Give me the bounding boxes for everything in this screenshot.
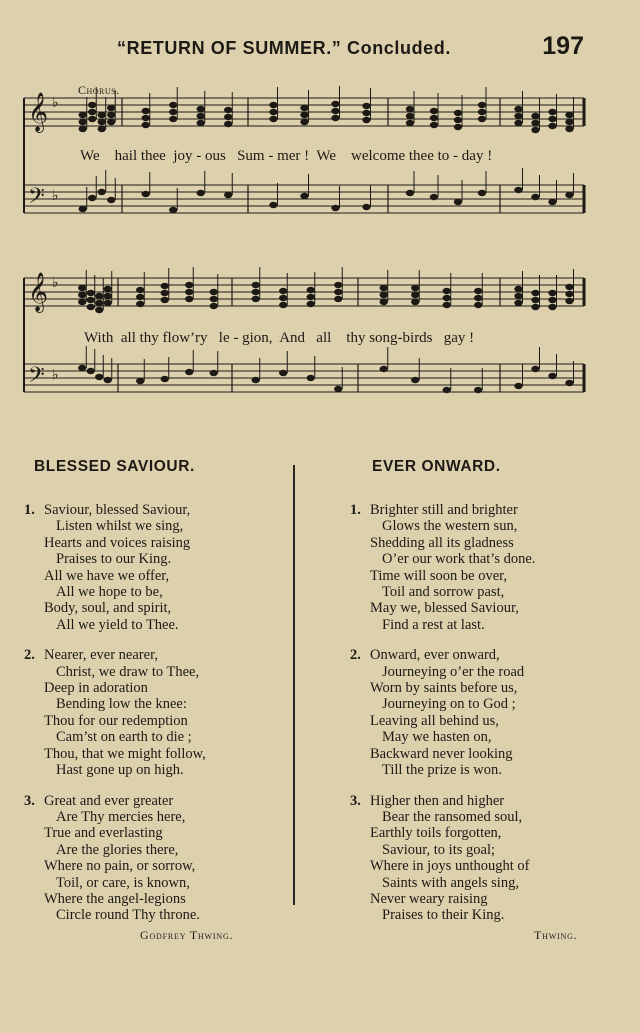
note-head (380, 366, 388, 372)
verse-text: Brighter still and brighter (370, 502, 518, 518)
note-head (104, 300, 112, 306)
verse-line: All we yield to Thee. (56, 616, 179, 633)
note-head (98, 112, 106, 118)
verse-line: Backward never looking (370, 745, 513, 762)
verse-line: Time will soon be over, (370, 567, 508, 584)
note-head (169, 207, 177, 213)
verse-line: Where the angel-legions (44, 890, 186, 907)
running-title: “RETURN OF SUMMER.” Concluded. (117, 38, 451, 58)
note-head (531, 304, 539, 310)
note-head (548, 109, 556, 115)
note-head (514, 286, 522, 292)
note-head (454, 199, 462, 205)
note-head (87, 297, 95, 303)
note-head (185, 289, 193, 295)
verse-line: Glows the western sun, (382, 518, 518, 535)
note-head (107, 119, 115, 125)
stanza-2 (350, 647, 620, 778)
note-head (531, 127, 539, 133)
note-head (331, 108, 339, 114)
note-head (565, 298, 573, 304)
lyrics-line-2: With all thy flow’ry le - gion, And all thy song-birds gay ! (84, 330, 475, 346)
note-head (334, 386, 342, 392)
note-head (107, 112, 115, 118)
note-head (331, 115, 339, 121)
note-head (210, 370, 218, 376)
verse-line: Find a rest at last. (382, 616, 485, 633)
note-head (514, 106, 522, 112)
verse-line (24, 502, 284, 518)
verse-line: Bear the ransomed soul, (382, 808, 523, 825)
note-head (548, 290, 556, 296)
author-credit: Godfrey Thwing. (140, 927, 234, 942)
note-head (79, 119, 87, 125)
verse-line: Toil, or care, is known, (56, 874, 190, 891)
verse-line (24, 647, 284, 663)
note-head (443, 302, 451, 308)
author-credit: Thwing. (534, 927, 578, 942)
page-number: 197 (542, 32, 584, 60)
treble-clef-icon: 𝄞 (28, 92, 49, 132)
stanza-3 (24, 793, 284, 924)
note-head (334, 282, 342, 288)
verse-line: O’er our work that’s done. (382, 551, 536, 568)
verse-line: Where no pain, or sorrow, (44, 858, 196, 875)
note-head (406, 190, 414, 196)
note-head (531, 297, 539, 303)
note-head (98, 119, 106, 125)
note-head (362, 117, 370, 123)
note-head (334, 289, 342, 295)
note-head (331, 101, 339, 107)
note-head (411, 292, 419, 298)
note-head (362, 110, 370, 116)
note-head (474, 295, 482, 301)
verse-line (350, 647, 620, 663)
note-head (279, 295, 287, 301)
note-head (411, 377, 419, 383)
stanza-number: 1. (24, 502, 35, 518)
verse-text: Saviour, blessed Saviour, (44, 502, 191, 518)
verse-line: Shedding all its gladness (370, 534, 514, 551)
note-head (478, 116, 486, 122)
flat-sign-icon: ♭ (52, 188, 59, 204)
note-head (430, 122, 438, 128)
note-head (98, 126, 106, 132)
note-head (514, 113, 522, 119)
note-head (531, 120, 539, 126)
note-head (197, 106, 205, 112)
note-head (454, 117, 462, 123)
note-head (300, 193, 308, 199)
verse-line: Where in joys unthought of (370, 858, 530, 875)
note-head (107, 197, 115, 203)
stanza-number: 2. (350, 647, 361, 664)
note-head (269, 109, 277, 115)
note-head (104, 377, 112, 383)
stanza-number: 3. (24, 792, 35, 809)
note-head (224, 121, 232, 127)
note-head (548, 304, 556, 310)
note-head (136, 287, 144, 293)
note-head (406, 106, 414, 112)
note-head (88, 102, 96, 108)
note-head (87, 368, 95, 374)
bass-clef-icon: 𝄢 (28, 184, 45, 214)
note-head (307, 287, 315, 293)
note-head (279, 370, 287, 376)
note-head (443, 295, 451, 301)
note-head (252, 282, 260, 288)
note-head (161, 297, 169, 303)
note-head (78, 292, 86, 298)
note-head (478, 102, 486, 108)
note-head (98, 189, 106, 195)
note-head (548, 116, 556, 122)
note-head (185, 369, 193, 375)
note-head (443, 288, 451, 294)
note-head (411, 285, 419, 291)
column-divider (293, 465, 295, 905)
stanza-1 (350, 502, 620, 633)
verse-line: Journeying on to God ; (382, 696, 516, 713)
stanza-1 (24, 502, 284, 633)
note-head (300, 112, 308, 118)
note-head (565, 119, 573, 125)
verse-line: Praises to our King. (56, 551, 172, 568)
verse-line (24, 793, 284, 809)
verse-line: Bending low the knee: (56, 696, 187, 713)
score-system-1 (0, 90, 640, 260)
note-head (531, 113, 539, 119)
note-head (79, 206, 87, 212)
note-head (252, 296, 260, 302)
note-head (169, 116, 177, 122)
page-header (0, 32, 640, 68)
note-head (224, 192, 232, 198)
verse-line: Are the glories there, (56, 841, 179, 858)
note-head (430, 115, 438, 121)
note-head (269, 102, 277, 108)
verse-line: Deep in adoration (44, 680, 148, 697)
verse-line: True and everlasting (44, 825, 163, 842)
note-head (224, 114, 232, 120)
note-head (104, 286, 112, 292)
note-head (210, 303, 218, 309)
verse-line (350, 793, 620, 809)
note-head (406, 113, 414, 119)
note-head (169, 109, 177, 115)
note-head (78, 285, 86, 291)
verse-line: Leaving all behind us, (370, 712, 499, 729)
note-head (78, 365, 86, 371)
note-head (548, 199, 556, 205)
note-head (411, 299, 419, 305)
note-head (279, 288, 287, 294)
verse-line: Are Thy mercies here, (56, 808, 186, 825)
note-head (197, 190, 205, 196)
note-head (136, 294, 144, 300)
verse-line: Christ, we draw to Thee, (56, 663, 200, 680)
note-head (565, 126, 573, 132)
verse-line: Never weary raising (370, 890, 488, 907)
note-head (210, 289, 218, 295)
verse-line: Journeying o’er the road (382, 663, 525, 680)
note-head (380, 292, 388, 298)
note-head (95, 300, 103, 306)
note-head (531, 290, 539, 296)
hymn-title: EVER ONWARD. (372, 458, 501, 475)
note-head (142, 108, 150, 114)
note-head (380, 285, 388, 291)
score-system-2 (0, 272, 640, 447)
note-head (454, 110, 462, 116)
hymn-title: BLESSED SAVIOUR. (34, 458, 195, 475)
note-head (88, 195, 96, 201)
note-head (88, 116, 96, 122)
note-head (161, 376, 169, 382)
note-head (478, 109, 486, 115)
note-head (307, 294, 315, 300)
note-head (430, 194, 438, 200)
note-head (107, 105, 115, 111)
note-head (565, 291, 573, 297)
verse-line: Listen whilst we sing, (56, 518, 184, 535)
verse-line: Praises to their King. (382, 907, 505, 924)
note-head (514, 383, 522, 389)
verse-line: Hast gone up on high. (56, 762, 184, 779)
note-head (548, 123, 556, 129)
note-head (79, 126, 87, 132)
note-head (334, 296, 342, 302)
note-head (185, 282, 193, 288)
note-head (514, 120, 522, 126)
note-head (430, 108, 438, 114)
stanza-3 (350, 793, 620, 924)
note-head (331, 205, 339, 211)
note-head (87, 290, 95, 296)
hymn-ever-onward (350, 458, 620, 943)
note-head (136, 378, 144, 384)
verse-line: Worn by saints before us, (370, 680, 518, 697)
note-head (406, 120, 414, 126)
note-head (104, 293, 112, 299)
flat-sign-icon: ♭ (52, 367, 59, 383)
note-head (514, 187, 522, 193)
lyrics-line-1: We hail thee joy - ous Sum - mer ! We welcome thee to - day ! (80, 148, 493, 164)
note-head (142, 191, 150, 197)
note-head (454, 124, 462, 130)
note-head (210, 296, 218, 302)
note-head (307, 375, 315, 381)
note-head (78, 299, 86, 305)
verse-line: Circle round Thy throne. (56, 907, 200, 924)
verse-text: Onward, ever onward, (370, 647, 500, 664)
note-head (474, 288, 482, 294)
note-head (548, 297, 556, 303)
verse-line: Thou, that we might follow, (44, 745, 206, 762)
verse-line: Cam’st on earth to die ; (56, 729, 192, 746)
note-head (252, 289, 260, 295)
note-head (88, 109, 96, 115)
note-head (443, 387, 451, 393)
verse-line: All we hope to be, (56, 584, 163, 601)
stanza-number: 3. (350, 792, 361, 809)
note-head (565, 380, 573, 386)
note-head (514, 300, 522, 306)
verse-line: Saviour, to its goal; (382, 841, 495, 858)
note-head (185, 296, 193, 302)
chorus-label: Chorus. (78, 83, 120, 97)
note-head (197, 113, 205, 119)
note-head (478, 190, 486, 196)
note-head (531, 194, 539, 200)
verse-line (350, 502, 620, 518)
note-head (548, 373, 556, 379)
verse-line: Body, soul, and spirit, (44, 600, 172, 617)
note-head (307, 301, 315, 307)
note-head (269, 202, 277, 208)
verse-line: May we hasten on, (382, 729, 492, 746)
note-head (95, 374, 103, 380)
note-head (380, 299, 388, 305)
note-head (565, 112, 573, 118)
verse-line: Till the prize is won. (382, 762, 502, 779)
note-head (565, 192, 573, 198)
note-head (169, 102, 177, 108)
flat-sign-icon: ♭ (52, 95, 59, 111)
verse-text: Higher then and higher (370, 792, 505, 809)
hymn-blessed-saviour (24, 458, 284, 943)
flat-sign-icon: ♭ (52, 275, 59, 291)
verse-line: All we have we offer, (44, 567, 170, 584)
note-head (474, 302, 482, 308)
verse-line: May we, blessed Saviour, (370, 600, 519, 617)
stanza-number: 1. (350, 502, 361, 518)
note-head (531, 366, 539, 372)
note-head (224, 107, 232, 113)
verse-text: Nearer, ever nearer, (44, 647, 158, 664)
verse-line: Saints with angels sing, (382, 874, 519, 891)
note-head (136, 301, 144, 307)
note-head (300, 105, 308, 111)
note-head (197, 120, 205, 126)
verse-line: Earthly toils forgotten, (370, 825, 502, 842)
stanza-2 (24, 647, 284, 778)
verse-line: Thou for our redemption (44, 712, 188, 729)
note-head (362, 204, 370, 210)
note-head (95, 293, 103, 299)
note-head (87, 304, 95, 310)
verse-text: Great and ever greater (44, 792, 174, 809)
note-head (514, 293, 522, 299)
stanza-number: 2. (24, 647, 35, 664)
note-head (79, 112, 87, 118)
note-head (269, 116, 277, 122)
note-head (95, 307, 103, 313)
note-head (362, 103, 370, 109)
treble-clef-icon: 𝄞 (28, 272, 49, 312)
verse-line: Toil and sorrow past, (382, 584, 505, 601)
note-head (142, 115, 150, 121)
note-head (300, 119, 308, 125)
note-head (252, 377, 260, 383)
verse-line: Hearts and voices raising (44, 534, 191, 551)
note-head (161, 290, 169, 296)
note-head (142, 122, 150, 128)
note-head (565, 284, 573, 290)
note-head (161, 283, 169, 289)
note-head (474, 387, 482, 393)
bass-clef-icon: 𝄢 (28, 363, 45, 393)
note-head (279, 302, 287, 308)
